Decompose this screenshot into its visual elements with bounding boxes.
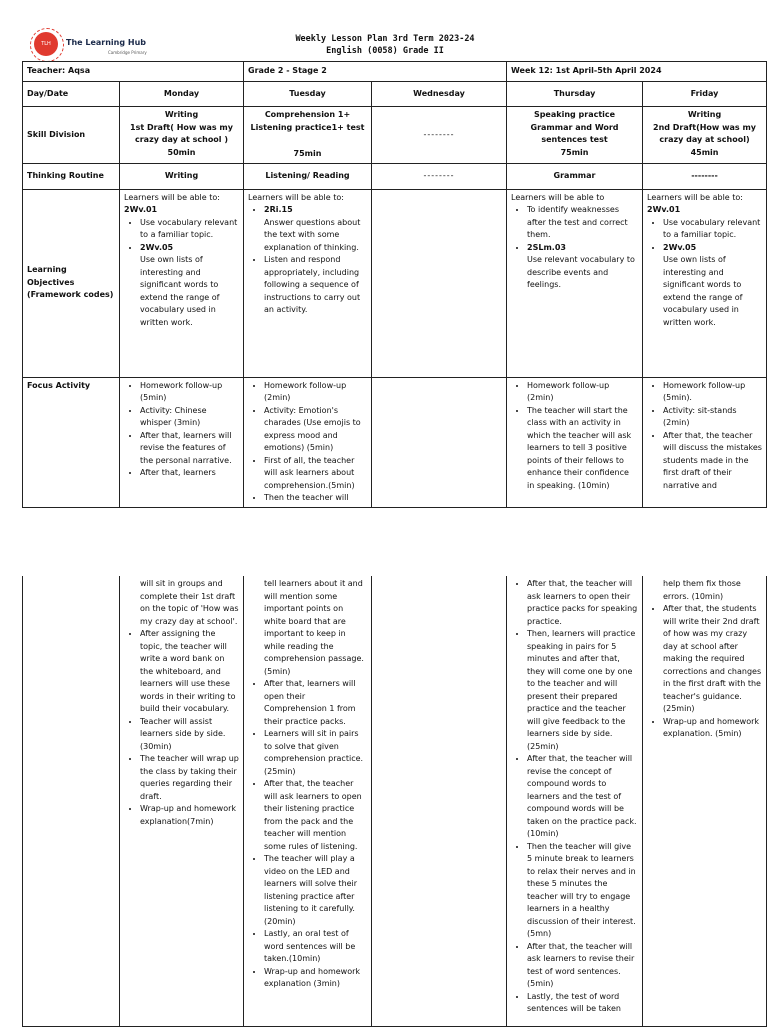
thinking-tuesday: Listening/ Reading — [244, 163, 372, 189]
thinking-monday: Writing — [120, 163, 244, 189]
lesson-plan-table-page1 — [22, 61, 767, 508]
objectives-label: Learning Objectives (Framework codes) — [23, 189, 120, 377]
grade-cell: Grade 2 - Stage 2 — [244, 62, 507, 82]
focus-label-continued — [23, 576, 120, 1027]
skill-wednesday: -------- — [372, 107, 507, 164]
focus-monday-p2: will sit in groups and complete their 1st draft on the topic of 'How was my crazy day at school'. • After assigning the topic, the teacher will write a word bank on the whiteboard, and learners will use these words in their writing to build their vocabulary. • Teacher will assist learners side by side. (30min) • The teacher will wrap up the class by taking their queries regarding their draft. • Wrap-up and homework explanation(7min) — [120, 576, 244, 1027]
day-date-label: Day/Date — [23, 82, 120, 107]
day-friday: Friday — [643, 82, 767, 107]
school-logo — [30, 30, 170, 60]
focus-tuesday-p2: tell learners about it and will mention some important points on white board that are important to keep in while reading the comprehension passage. (5min) • After that, learners will open their Comprehension 1 from their practice packs. • Learners will sit in pairs to solve that given comprehension practice. (25min) • After that, the teacher will ask learners to open their listening practice from the pack and the teacher will mention some rules of listening. • The teacher will play a video on the LED and learners will solve their listening practice after listening to it carefully. (20min) • Lastly, an oral test of word sentences will be taken.(10min) • Wrap-up and homework explanation (3min) — [244, 576, 372, 1027]
focus-friday-p2: help them fix those errors. (10min) • After that, the students will write their 2nd draft of how was my crazy day at school after making the required corrections and changes in the first draft with the teacher's guidance. (25min) • Wrap-up and homework explanation. (5min) — [643, 576, 767, 1027]
skill-tuesday: Comprehension 1+ Listening practice1+ test 75min — [244, 107, 372, 164]
focus-activity-label: Focus Activity — [23, 377, 120, 507]
school-subtitle: Cambridge Primary — [108, 50, 147, 55]
thinking-routine-label: Thinking Routine — [23, 163, 120, 189]
thinking-thursday: Grammar — [507, 163, 643, 189]
header-subtitle: English (0058) Grade II — [326, 46, 444, 56]
week-cell: Week 12: 1st April-5th April 2024 — [507, 62, 767, 82]
day-monday: Monday — [120, 82, 244, 107]
objectives-monday: Learners will be able to: 2Wv.01 • Use vocabulary relevant to a familiar topic. • 2Wv.05 Use own lists of interesting and significant words to extend the range of vocabulary used in written work. — [120, 189, 244, 377]
objectives-thursday: Learners will be able to • To identify weaknesses after the test and correct them. • 2SLm.03 Use relevant vocabulary to describe events and feelings. — [507, 189, 643, 377]
teacher-cell: Teacher: Aqsa — [23, 62, 244, 82]
skill-friday: Writing 2nd Draft(How was my crazy day at school) 45min — [643, 107, 767, 164]
focus-monday-p1: • Homework follow-up (5min) • Activity: Chinese whisper (3min) • After that, learners will revise the features of the personal narrative. • After that, learners — [120, 377, 244, 507]
skill-thursday: Speaking practice Grammar and Word sentences test 75min — [507, 107, 643, 164]
objectives-wednesday — [372, 189, 507, 377]
objectives-friday: Learners will be able to: 2Wv.01 • Use vocabulary relevant to a familiar topic. • 2Wv.05 Use own lists of interesting and significant words to extend the range of vocabulary used in written work. — [643, 189, 767, 377]
document-header — [250, 33, 520, 57]
objectives-tuesday: Learners will be able to: • 2Ri.15 Answer questions about the text with some explanation of thinking. • Listen and respond appropriately, including following a sequence of instructions to carry out an activity. — [244, 189, 372, 377]
skill-division-label: Skill Division — [23, 107, 120, 164]
header-title: Weekly Lesson Plan 3rd Term 2023-24 — [295, 34, 475, 44]
logo-mark: TLH — [34, 32, 58, 56]
focus-wednesday-p2 — [372, 576, 507, 1027]
day-wednesday: Wednesday — [372, 82, 507, 107]
lesson-plan-table-page2 — [22, 576, 767, 1027]
focus-thursday-p1: • Homework follow-up (2min) • The teacher will start the class with an activity in which the teacher will ask learners to tell 3 positive points of their fellows to enhance their confidence in speaking. (10min) — [507, 377, 643, 507]
focus-thursday-p2: • After that, the teacher will ask learners to open their practice packs for speaking practice. • Then, learners will practice speaking in pairs for 5 minutes and after that, they will come one by one to the teacher and will present their prepared practice and the teacher will give feedback to the learners side by side.(25min) • After that, the teacher will revise the concept of compound words to learners and the test of compound words will be taken on the practice pack.(10min) • Then the teacher will give 5 minute break to learners to relax their nerves and in these 5 minutes the teacher will try to engage learners in a healthy discussion of their interest.(5mn) • After that, the teacher will ask learners to revise their test of word sentences.(5min) • Lastly, the test of word sentences will be taken — [507, 576, 643, 1027]
focus-tuesday-p1: • Homework follow-up (2min) • Activity: Emotion's charades (Use emojis to express mood and emotions) (5min) • First of all, the teacher will ask learners about comprehension.(5min) • Then the teacher will — [244, 377, 372, 507]
focus-friday-p1: • Homework follow-up (5min). • Activity: sit-stands (2min) • After that, the teacher will discuss the mistakes students made in the first draft of their narrative and — [643, 377, 767, 507]
skill-monday: Writing 1st Draft( How was my crazy day at school ) 50min — [120, 107, 244, 164]
school-name: The Learning Hub — [66, 38, 146, 47]
day-thursday: Thursday — [507, 82, 643, 107]
thinking-friday: -------- — [643, 163, 767, 189]
day-tuesday: Tuesday — [244, 82, 372, 107]
thinking-wednesday: -------- — [372, 163, 507, 189]
focus-wednesday-p1 — [372, 377, 507, 507]
